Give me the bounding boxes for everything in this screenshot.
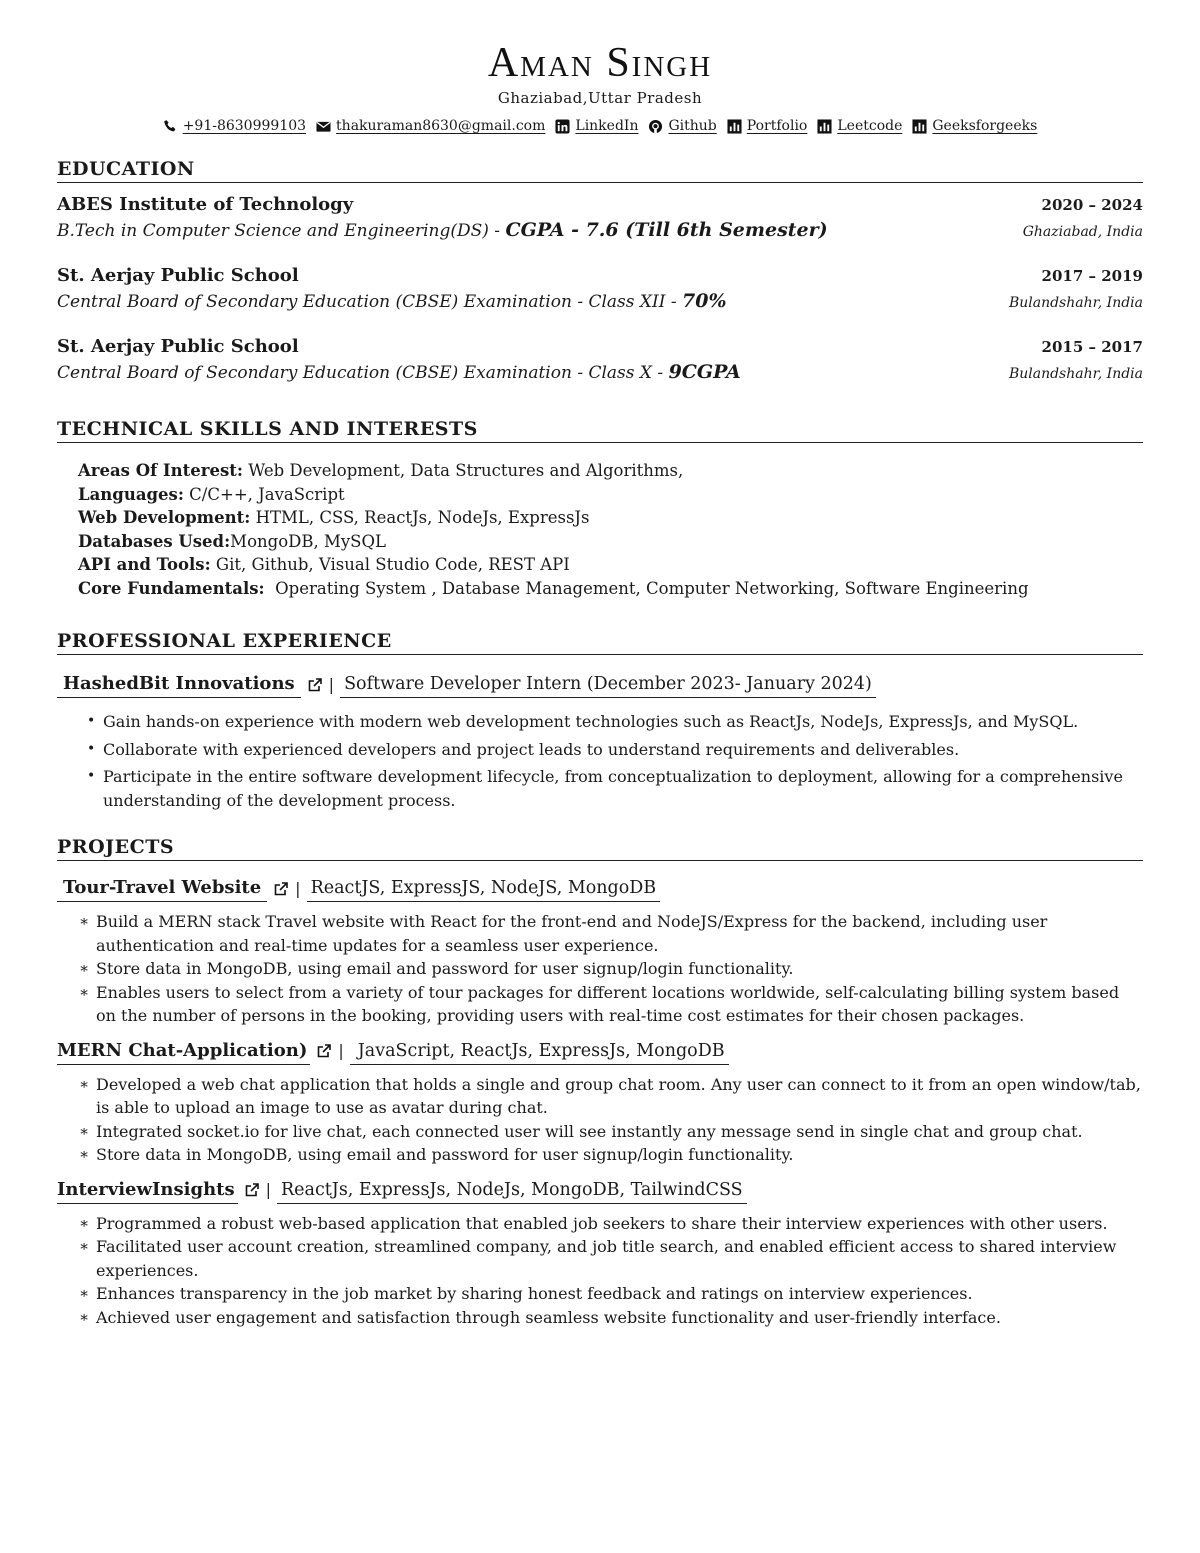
contact-bar: [57, 116, 1143, 136]
github-icon: [648, 119, 663, 134]
phone-icon: [163, 119, 178, 134]
education-item: [57, 193, 1143, 244]
header-separator: |: [265, 1180, 271, 1199]
degree-text: B.Tech in Computer Science and Engineering(DS) - CGPA - 7.6 (Till 6th Semester): [57, 219, 828, 241]
list-item: ∗ Achieved user engagement and satisfaction through seamless website functionality and user-friendly interface.: [96, 1306, 1143, 1330]
skill-label: API and Tools:: [78, 555, 211, 574]
project-tech: JavaScript, ReactJs, ExpressJs, MongoDB: [350, 1038, 729, 1065]
institution-name: St. Aerjay Public School: [57, 336, 299, 357]
project-tech: ReactJs, ExpressJs, NodeJs, MongoDB, TailwindCSS: [277, 1177, 747, 1204]
candidate-location: Ghaziabad,Uttar Pradesh: [497, 89, 703, 107]
list-item: • Gain hands-on experience with modern web development technologies such as ReactJs, NodeJs, ExpressJs, and MySQL.: [103, 710, 1143, 734]
skills-list: [57, 459, 1143, 600]
skill-value: C/C++, JavaScript: [183, 484, 345, 504]
bar-chart-icon: [912, 119, 927, 134]
list-item: ∗ Integrated socket.io for live chat, each connected user will see instantly any message send in single chat and group chat.: [96, 1120, 1143, 1144]
list-item: ∗ Store data in MongoDB, using email and password for user signup/login functionality.: [96, 1143, 1143, 1167]
project-name-link[interactable]: Tour-Travel Website: [57, 875, 267, 902]
github-link[interactable]: Github: [668, 118, 717, 134]
skill-value: Operating System , Database Management, Computer Networking, Software Engineering: [264, 578, 1029, 598]
list-item: ∗ Programmed a robust web-based application that enabled job seekers to share their interview experiences with other users.: [96, 1212, 1143, 1236]
experience-bullets: [57, 710, 1143, 812]
education-item: [57, 264, 1143, 315]
project-header: [57, 1038, 1143, 1065]
contact-phone[interactable]: [163, 116, 306, 136]
skill-value: MongoDB, MySQL: [230, 531, 386, 551]
skill-value: HTML, CSS, ReactJs, NodeJs, ExpressJs: [250, 508, 590, 527]
header-separator: |: [338, 1041, 344, 1060]
list-item: ∗ Build a MERN stack Travel website with React for the front-end and NodeJS/Express for the backend, including user authentication and real-time updates for a seamless user experience.: [96, 910, 1143, 957]
contact-leetcode[interactable]: [817, 116, 902, 136]
skill-line: [78, 530, 1143, 554]
experience-title: PROFESSIONAL EXPERIENCE: [57, 628, 1143, 655]
bar-chart-icon: [817, 119, 832, 134]
project-item: [57, 1038, 1143, 1167]
skill-line: [78, 459, 1143, 483]
education-section: [57, 156, 1143, 386]
skill-line: [78, 483, 1143, 507]
projects-title: PROJECTS: [57, 834, 1143, 861]
project-name-link[interactable]: InterviewInsights: [57, 1177, 238, 1204]
skill-label: Core Fundamentals:: [78, 578, 265, 598]
grade-text: 9CGPA: [668, 361, 741, 383]
project-name-link[interactable]: MERN Chat-Application): [57, 1038, 310, 1065]
contact-linkedin[interactable]: [555, 116, 638, 136]
portfolio-link[interactable]: Portfolio: [746, 118, 808, 134]
linkedin-link[interactable]: LinkedIn: [575, 118, 639, 134]
projects-section: [57, 834, 1143, 1329]
education-item: [57, 335, 1143, 386]
institution-name: St. Aerjay Public School: [57, 265, 299, 286]
grade-text: 70%: [682, 290, 727, 312]
skill-label: Languages:: [78, 484, 184, 504]
skills-section: [57, 416, 1143, 600]
experience-header: [57, 671, 1143, 698]
external-link-icon[interactable]: [307, 677, 323, 693]
phone-link[interactable]: +91-8630999103: [182, 118, 307, 134]
external-link-icon[interactable]: [273, 881, 289, 897]
project-header: [57, 1177, 1143, 1204]
project-item: [57, 1177, 1143, 1330]
candidate-name: Aman Singh: [487, 40, 713, 86]
email-link[interactable]: thakuraman8630@gmail.com: [336, 118, 546, 134]
external-link-icon[interactable]: [244, 1182, 260, 1198]
list-item: • Participate in the entire software development lifecycle, from conceptualization to deployment, allowing for a comprehensive understanding of the development process.: [103, 765, 1143, 812]
education-years: 2020 – 2024: [1041, 196, 1143, 214]
skill-label: Areas Of Interest:: [78, 461, 243, 480]
project-bullets: [57, 910, 1143, 1028]
list-item: ∗ Facilitated user account creation, streamlined company, and job title search, and enabled efficient access to shared interview experiences.: [96, 1235, 1143, 1282]
education-title: EDUCATION: [57, 156, 1143, 183]
bar-chart-icon: [727, 119, 742, 134]
header-separator: |: [328, 674, 335, 694]
education-years: 2017 – 2019: [1041, 267, 1143, 285]
resume-page: [57, 40, 1143, 1329]
contact-email[interactable]: [316, 116, 545, 136]
project-tech: ReactJS, ExpressJS, NodeJS, MongoDB: [307, 875, 661, 902]
envelope-icon: [316, 119, 331, 134]
header: [57, 40, 1143, 136]
geeksforgeeks-link[interactable]: Geeksforgeeks: [932, 118, 1038, 134]
contact-portfolio[interactable]: [727, 116, 808, 136]
contact-geeksforgeeks[interactable]: [912, 116, 1037, 136]
grade-text: CGPA - 7.6 (Till 6th Semester): [505, 219, 828, 241]
project-bullets: [57, 1073, 1143, 1167]
skill-label: Web Development:: [78, 508, 251, 527]
external-link-icon[interactable]: [316, 1043, 332, 1059]
contact-github[interactable]: [648, 116, 716, 136]
leetcode-link[interactable]: Leetcode: [837, 118, 903, 134]
skill-line: [78, 553, 1143, 577]
skill-line: [78, 577, 1143, 601]
education-location: Bulandshahr, India: [1008, 366, 1143, 382]
education-location: Bulandshahr, India: [1008, 295, 1143, 311]
degree-text: Central Board of Secondary Education (CBSE) Examination - Class XII - 70%: [57, 290, 727, 312]
skill-value: Git, Github, Visual Studio Code, REST API: [210, 555, 570, 574]
skill-line: [78, 506, 1143, 530]
linkedin-icon: [555, 119, 570, 134]
education-years: 2015 – 2017: [1041, 338, 1143, 356]
job-role: Software Developer Intern (December 2023- January 2024): [340, 671, 876, 698]
project-bullets: [57, 1212, 1143, 1330]
list-item: ∗ Developed a web chat application that holds a single and group chat room. Any user can connect to it from an open window/tab, is able to upload an image to use as avatar during chat.: [96, 1073, 1143, 1120]
skills-title: TECHNICAL SKILLS AND INTERESTS: [57, 416, 1143, 443]
list-item: ∗ Enhances transparency in the job market by sharing honest feedback and ratings on interview experiences.: [96, 1282, 1143, 1306]
header-separator: |: [295, 878, 301, 898]
list-item: ∗ Store data in MongoDB, using email and password for user signup/login functionality.: [96, 957, 1143, 981]
list-item: ∗ Enables users to select from a variety of tour packages for different locations worldwide, self-calculating billing system based on the number of persons in the booking, providing users with real-time cost estimates for their chosen packages.: [96, 981, 1143, 1028]
project-header: [57, 875, 1143, 902]
skill-label: Databases Used:: [78, 531, 231, 551]
project-item: [57, 875, 1143, 1028]
institution-name: ABES Institute of Technology: [57, 194, 354, 215]
experience-section: [57, 628, 1143, 812]
list-item: • Collaborate with experienced developers and project leads to understand requirements and deliverables.: [103, 738, 1143, 762]
degree-text: Central Board of Secondary Education (CBSE) Examination - Class X - 9CGPA: [57, 361, 741, 383]
education-location: Ghaziabad, India: [1022, 224, 1143, 240]
company-link[interactable]: HashedBit Innovations: [57, 671, 301, 698]
skill-value: Web Development, Data Structures and Algorithms,: [242, 461, 684, 480]
